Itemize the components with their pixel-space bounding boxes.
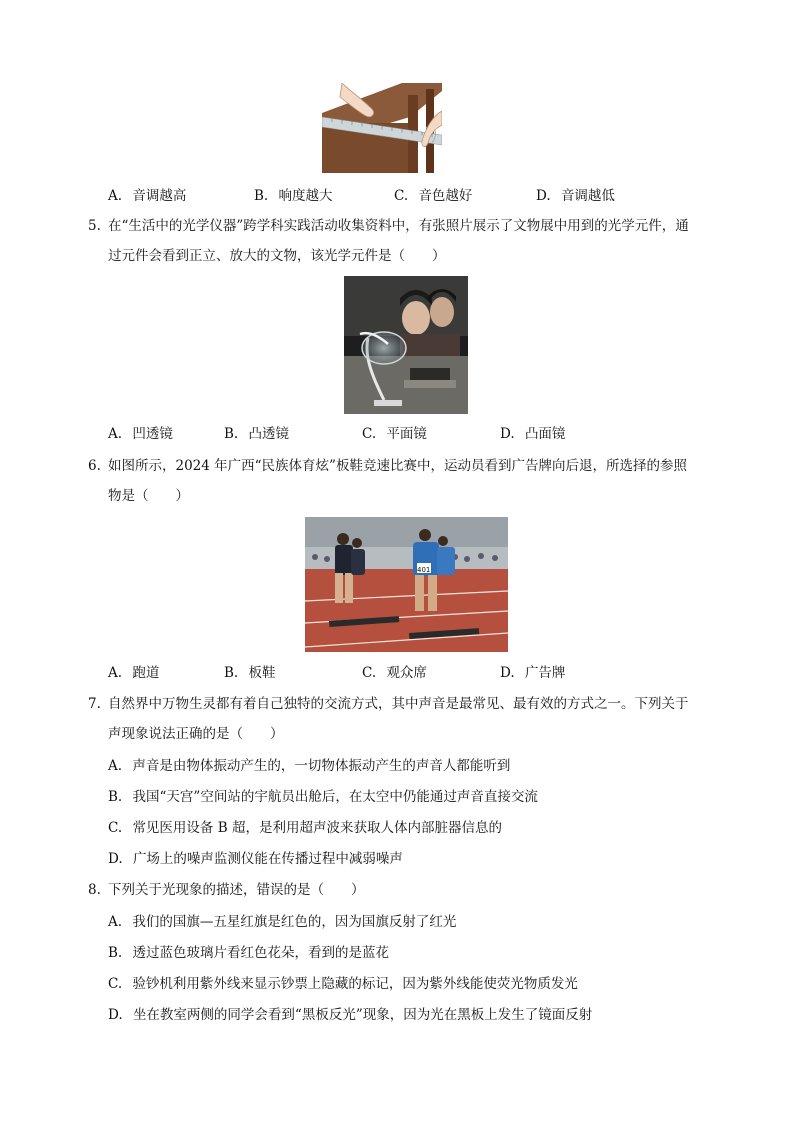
option-text: 声音是由物体振动产生的，一切物体振动产生的声音人都能听到 bbox=[132, 758, 511, 774]
option-letter: A. bbox=[108, 758, 123, 774]
q7-option-d bbox=[108, 849, 403, 869]
option-letter: A. bbox=[108, 188, 123, 204]
question-number: 8. bbox=[88, 882, 101, 898]
option-letter: A. bbox=[108, 914, 123, 930]
q8-option-b bbox=[108, 943, 389, 963]
q4-option-c bbox=[394, 186, 472, 206]
option-letter: B. bbox=[108, 945, 123, 961]
question-text: 在“生活中的光学仪器”跨学科实践活动收集资料中，有张照片展示了文物展中用到的光学元件，通 bbox=[108, 218, 689, 234]
option-text: 跑道 bbox=[132, 665, 160, 681]
option-text: 常见医用设备 B 超，是利用超声波来获取人体内部脏器信息的 bbox=[132, 820, 502, 836]
question-number: 5. bbox=[88, 218, 101, 234]
q7-stem-line-1 bbox=[88, 694, 689, 714]
race-photo-illustration bbox=[305, 517, 508, 652]
ruler-on-table-figure bbox=[322, 83, 442, 173]
option-text: 响度越大 bbox=[278, 188, 333, 204]
option-text: 音调越高 bbox=[132, 188, 187, 204]
q6-option-a bbox=[108, 663, 159, 683]
q8-stem-line-1 bbox=[88, 880, 365, 900]
question-text: 过元件会看到正立、放大的文物，该光学元件是（ ） bbox=[108, 248, 446, 264]
q8-option-a bbox=[108, 912, 456, 932]
option-letter: D. bbox=[500, 426, 515, 442]
museum-photo-illustration bbox=[344, 276, 468, 414]
question-text: 自然界中万物生灵都有着自己独特的交流方式，其中声音是最常见、最有效的方式之一。下列关于 bbox=[108, 696, 689, 712]
q8-option-c bbox=[108, 974, 578, 994]
option-text: 坐在教室两侧的同学会看到“黑板反光”现象，因为光在黑板上发生了镜面反射 bbox=[132, 1007, 593, 1023]
q7-option-a bbox=[108, 756, 510, 776]
option-letter: C. bbox=[394, 188, 409, 204]
q6-stem-line-1 bbox=[88, 456, 687, 476]
option-letter: B. bbox=[108, 789, 123, 805]
q8-option-d bbox=[108, 1005, 592, 1025]
option-text: 凸透镜 bbox=[248, 426, 290, 442]
q6-option-d bbox=[500, 663, 565, 683]
ruler-illustration bbox=[322, 83, 442, 173]
option-letter: C. bbox=[108, 820, 123, 836]
question-text: 声现象说法正确的是（ ） bbox=[108, 726, 284, 742]
question-text: 物是（ ） bbox=[108, 488, 189, 504]
q5-option-c bbox=[362, 424, 427, 444]
option-text: 验钞机利用紫外线来显示钞票上隐藏的标记，因为紫外线能使荧光物质发光 bbox=[132, 976, 578, 992]
option-letter: D. bbox=[536, 188, 551, 204]
question-text: 如图所示，2024 年广西“民族体育炫”板鞋竞速比赛中，运动员看到广告牌向后退，所选择的参照 bbox=[108, 458, 687, 474]
q6-option-b bbox=[224, 663, 276, 683]
q5-option-d bbox=[500, 424, 565, 444]
option-text: 广场上的噪声监测仪能在传播过程中减弱噪声 bbox=[132, 851, 403, 867]
q7-option-c bbox=[108, 818, 502, 838]
option-text: 板鞋 bbox=[248, 665, 276, 681]
option-text: 凸面镜 bbox=[524, 426, 566, 442]
option-text: 凹透镜 bbox=[132, 426, 173, 442]
option-text: 音色越好 bbox=[418, 188, 473, 204]
option-letter: D. bbox=[108, 1007, 123, 1023]
q4-option-a bbox=[108, 186, 186, 206]
option-letter: A. bbox=[108, 665, 123, 681]
option-text: 观众席 bbox=[386, 665, 427, 681]
bib-number: 401 bbox=[417, 566, 431, 574]
q6-option-c bbox=[362, 663, 427, 683]
question-text: 下列关于光现象的描述，错误的是（ ） bbox=[108, 882, 365, 898]
option-letter: D. bbox=[108, 851, 123, 867]
option-text: 广告牌 bbox=[524, 665, 566, 681]
q4-option-b bbox=[254, 186, 333, 206]
option-letter: D. bbox=[500, 665, 515, 681]
q5-option-b bbox=[224, 424, 289, 444]
q6-stem-line-2 bbox=[108, 486, 189, 506]
question-number: 7. bbox=[88, 696, 101, 712]
board-shoe-race-photo bbox=[305, 517, 508, 652]
option-text: 我国“天宫”空间站的宇航员出舱后，在太空中仍能通过声音直接交流 bbox=[132, 789, 538, 805]
option-letter: B. bbox=[224, 665, 239, 681]
option-letter: B. bbox=[224, 426, 239, 442]
question-number: 6. bbox=[88, 458, 101, 474]
option-text: 平面镜 bbox=[386, 426, 427, 442]
q4-option-d bbox=[536, 186, 615, 206]
option-letter: C. bbox=[362, 665, 377, 681]
option-letter: C. bbox=[108, 976, 123, 992]
option-text: 透过蓝色玻璃片看红色花朵，看到的是蓝花 bbox=[132, 945, 390, 961]
option-letter: C. bbox=[362, 426, 377, 442]
option-text: 音调越低 bbox=[560, 188, 615, 204]
q7-stem-line-2 bbox=[108, 724, 284, 744]
q5-stem-line-1 bbox=[88, 216, 689, 236]
option-letter: A. bbox=[108, 426, 123, 442]
q7-option-b bbox=[108, 787, 538, 807]
q5-stem-line-2 bbox=[108, 246, 446, 266]
q5-option-a bbox=[108, 424, 173, 444]
museum-magnifier-photo bbox=[344, 276, 468, 414]
option-letter: B. bbox=[254, 188, 269, 204]
option-text: 我们的国旗—五星红旗是红色的，因为国旗反射了红光 bbox=[132, 914, 457, 930]
